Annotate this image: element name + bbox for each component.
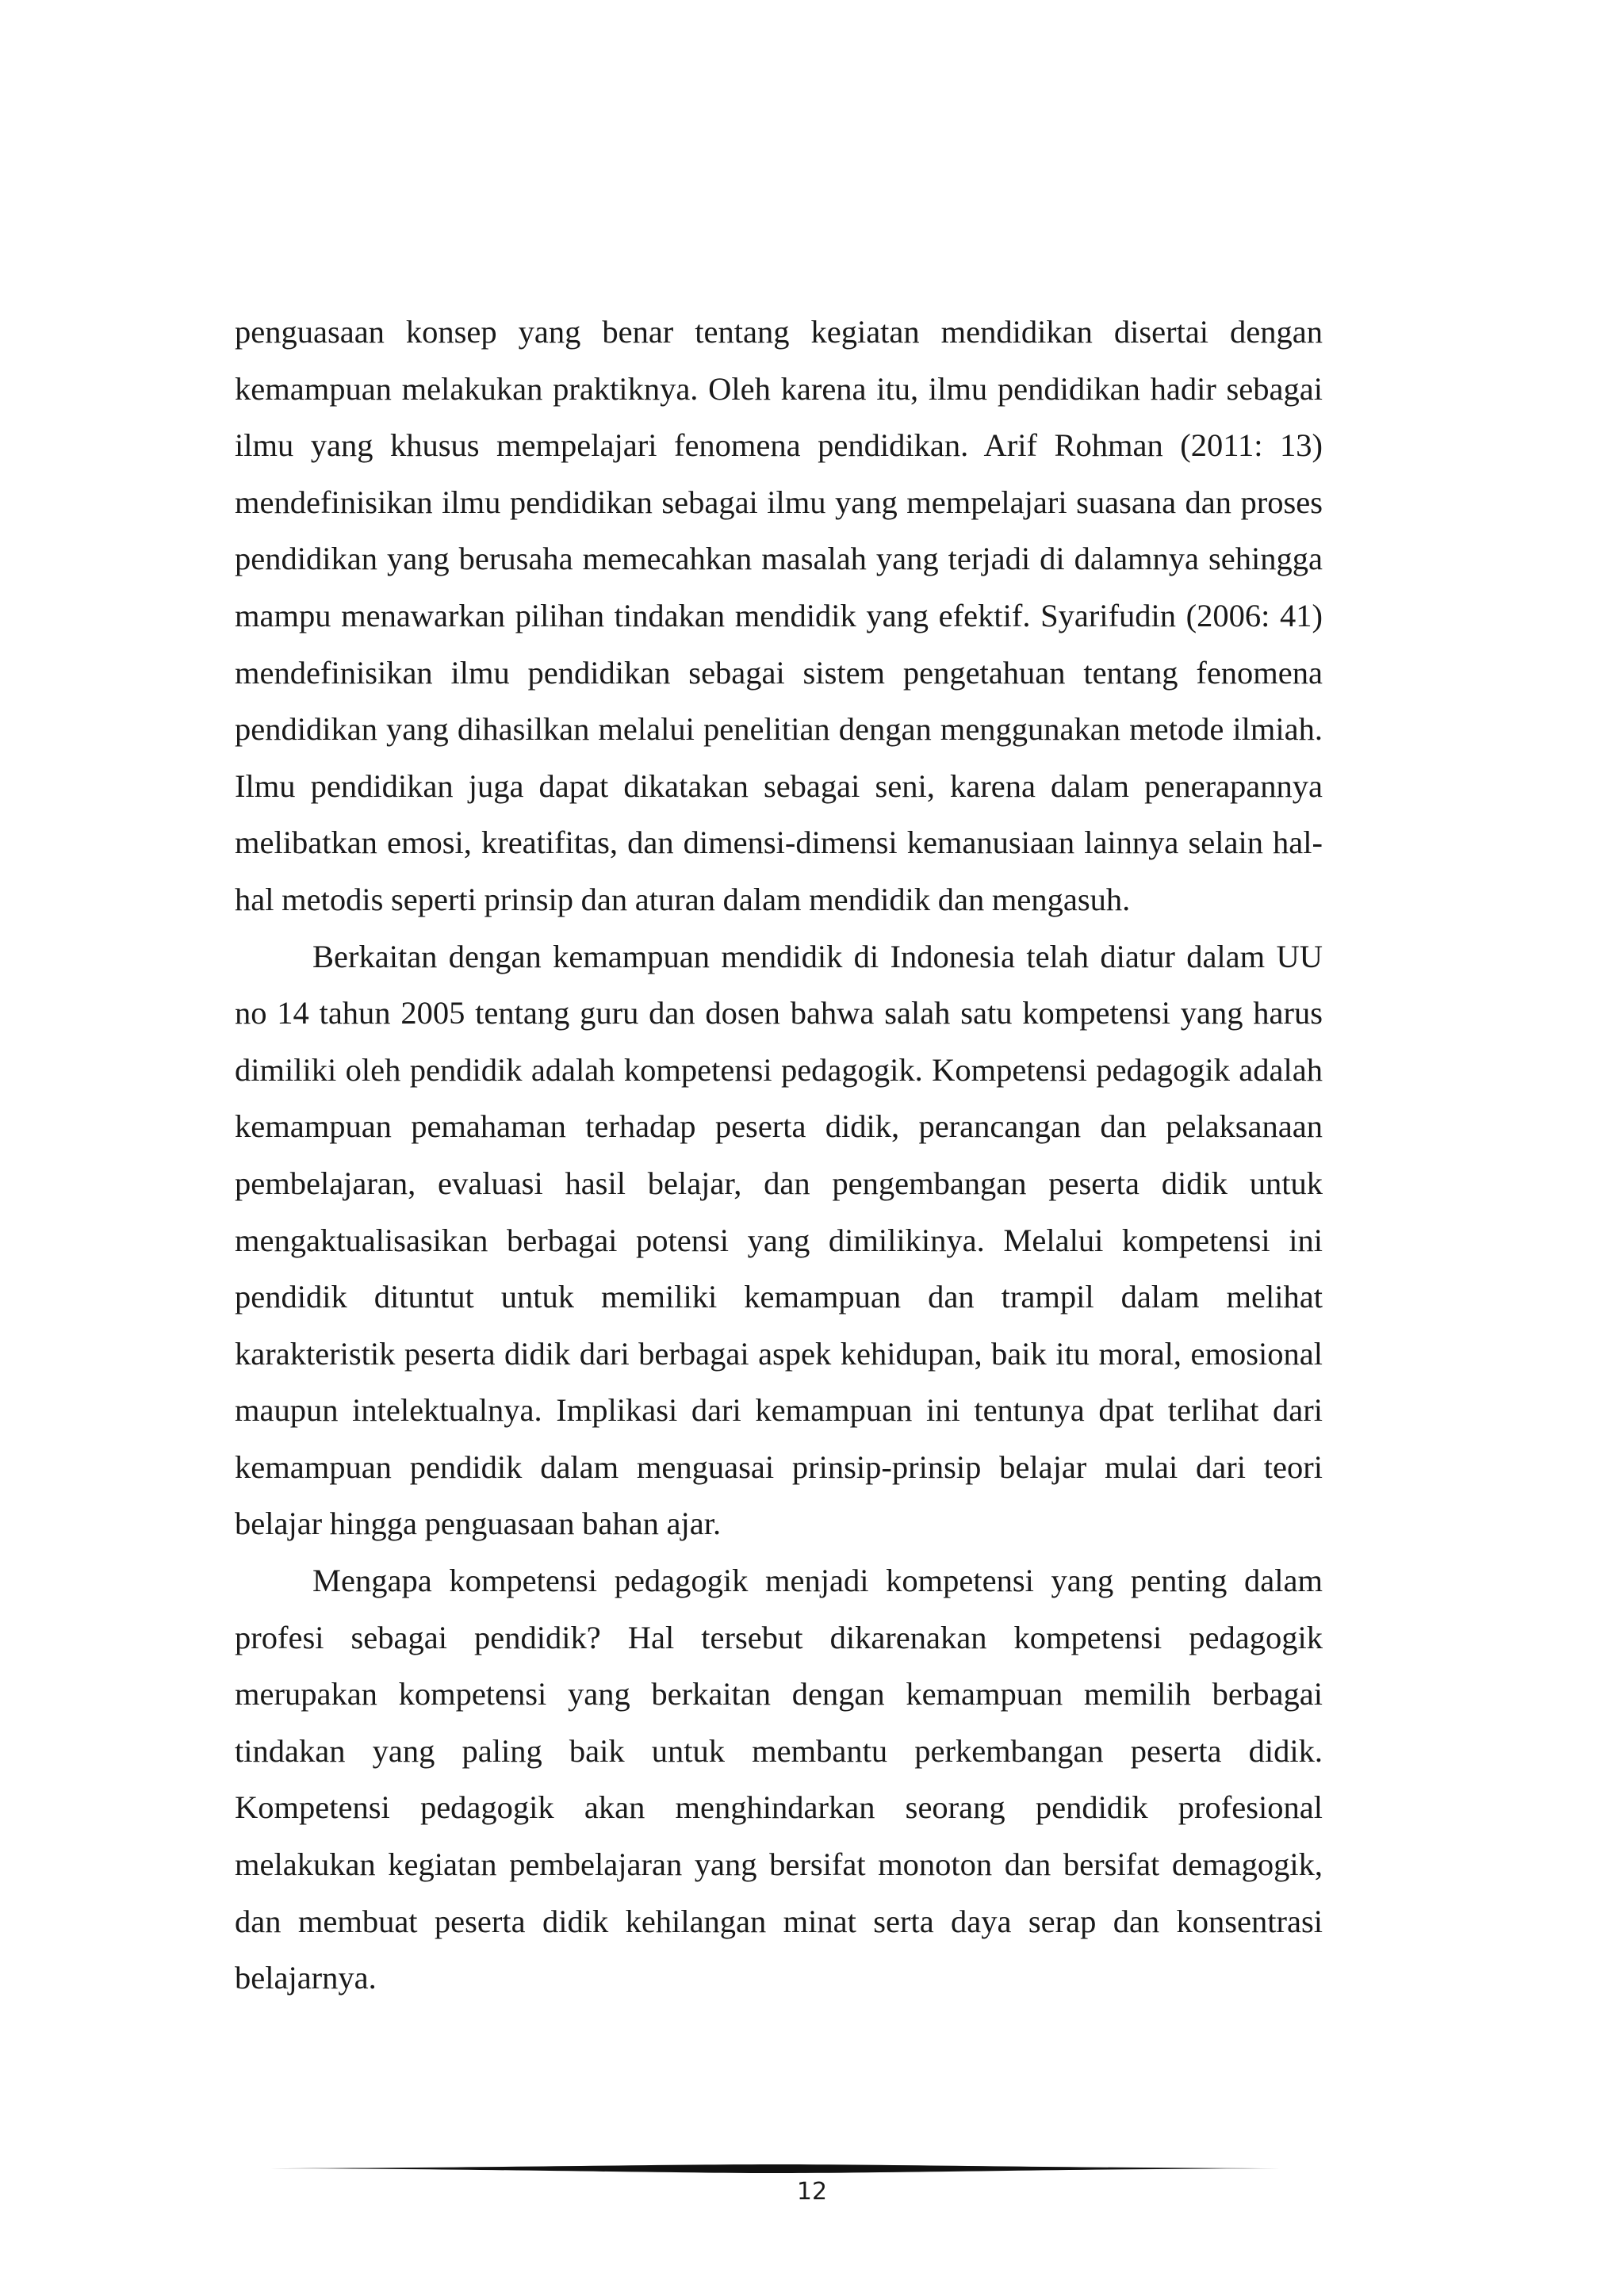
paragraph-why-pedagogic: Mengapa kompetensi pedagogik menjadi kompetensi yang penting dalam profesi sebagai pendidik? Hal tersebut dikarenakan kompetensi pedagogik merupakan kompetensi yang berkaitan dengan kemampuan memilih berbagai tindakan yang paling baik untuk membantu perkembangan peserta didik. Kompetensi pedagogik akan menghindarkan seorang pendidik profesional melakukan kegiatan pembelajaran yang bersifat monoton dan bersifat demagogik, dan membuat peserta didik kehilangan minat serta daya serap dan konsentrasi belajarnya. xyxy=(235,1563,1323,1996)
page-number: 12 xyxy=(796,2178,828,2206)
paragraph-continuation: penguasaan konsep yang benar tentang kegiatan mendidikan disertai dengan kemampuan melakukan praktiknya. Oleh karena itu, ilmu pendidikan hadir sebagai ilmu yang khusus mempelajari fenomena pendidikan. Arif Rohman (2011: 13) mendefinisikan ilmu pendidikan sebagai ilmu yang mempelajari suasana dan proses pendidikan yang berusaha memecahkan masalah yang terjadi di dalamnya sehingga mampu menawarkan pilihan tindakan mendidik yang efektif. Syarifudin (2006: 41) mendefinisikan ilmu pendidikan sebagai sistem pengetahuan tentang fenomena pendidikan yang dihasilkan melalui penelitian dengan menggunakan metode ilmiah. Ilmu pendidikan juga dapat dikatakan sebagai seni, karena dalam penerapannya melibatkan emosi, kreatifitas, dan dimensi-dimensi kemanusiaan lainnya selain hal-hal metodis seperti prinsip dan aturan dalam mendidik dan mengasuh. xyxy=(235,314,1323,917)
paragraph-pedagogic-competence: Berkaitan dengan kemampuan mendidik di Indonesia telah diatur dalam UU no 14 tahun 2005 tentang guru dan dosen bahwa salah satu kompetensi yang harus dimiliki oleh pendidik adalah kompetensi pedagogik. Kompetensi pedagogik adalah kemampuan pemahaman terhadap peserta didik, perancangan dan pelaksanaan pembelajaran, evaluasi hasil belajar, dan pengembangan peserta didik untuk mengaktualisasikan berbagai potensi yang dimilikinya. Melalui kompetensi ini pendidik dituntut untuk memiliki kemampuan dan trampil dalam melihat karakteristik peserta didik dari berbagai aspek kehidupan, baik itu moral, emosional maupun intelektualnya. Implikasi dari kemampuan ini tentunya dpat terlihat dari kemampuan pendidik dalam menguasai prinsip-prinsip belajar mulai dari teori belajar hingga penguasaan bahan ajar. xyxy=(235,938,1323,1542)
body-text xyxy=(235,304,1323,2007)
